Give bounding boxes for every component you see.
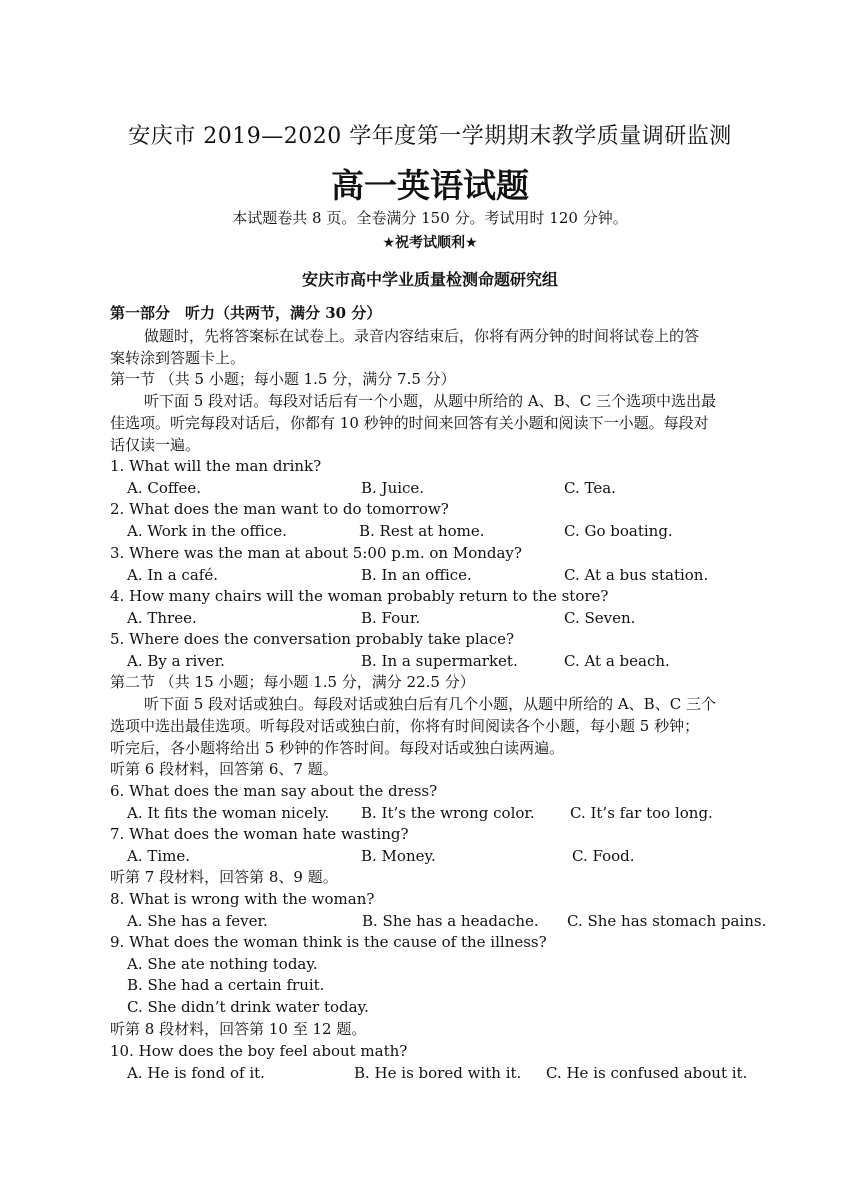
question-4-option-b: B. Four. xyxy=(361,609,421,627)
question-7-option-b: B. Money. xyxy=(361,847,436,865)
section2-instruction-line2: 选项中选出最佳选项。听每段对话或独白前，你将有时间阅读各个小题，每小题 5 秒钟； xyxy=(110,717,700,735)
question-4-stem: 4. How many chairs will the woman probably return to the store? xyxy=(110,587,609,605)
question-6-option-a: A. It fits the woman nicely. xyxy=(127,804,330,822)
good-luck-note: ★祝考试顺利★ xyxy=(382,235,478,251)
question-10-option-a: A. He is fond of it. xyxy=(127,1064,265,1082)
section1-instruction-line3: 话仅读一遍。 xyxy=(110,436,201,454)
question-9-option-a: A. She ate nothing today. xyxy=(127,955,318,973)
question-2-stem: 2. What does the man want to do tomorrow? xyxy=(110,500,449,518)
question-5-option-a: A. By a river. xyxy=(127,652,225,670)
question-8-stem: 8. What is wrong with the woman? xyxy=(110,890,375,908)
question-9-option-c: C. She didn’t drink water today. xyxy=(127,998,369,1016)
question-6-stem: 6. What does the man say about the dress? xyxy=(110,782,438,800)
question-3-stem: 3. Where was the man at about 5:00 p.m. on Monday? xyxy=(110,544,522,562)
section2-instruction-line1: 听下面 5 段对话或独白。每段对话或独白后有几个小题，从题中所给的 A、B、C 三个 xyxy=(144,695,716,713)
question-7-option-c: C. Food. xyxy=(572,847,635,865)
question-1-option-b: B. Juice. xyxy=(361,479,425,497)
part1-instruction-line1: 做题时，先将答案标在试卷上。录音内容结束后，你将有两分钟的时间将试卷上的答 xyxy=(144,327,700,345)
subject-title: 高一英语试题 xyxy=(331,166,529,205)
question-8-option-c: C. She has stomach pains. xyxy=(567,912,767,930)
question-6-option-c: C. It’s far too long. xyxy=(570,804,713,822)
part1-instruction-line2: 案转涂到答题卡上。 xyxy=(110,349,246,367)
section1-heading: 第一节 （共 5 小题；每小题 1.5 分，满分 7.5 分） xyxy=(110,370,456,388)
question-10-stem: 10. How does the boy feel about math? xyxy=(110,1042,408,1060)
question-3-option-b: B. In an office. xyxy=(361,566,472,584)
section2-instruction-line3: 听完后，各小题将给出 5 秒钟的作答时间。每段对话或独白读两遍。 xyxy=(110,739,565,757)
section1-instruction-line1: 听下面 5 段对话。每段对话后有一个小题，从题中所给的 A、B、C 三个选项中选出最 xyxy=(144,392,716,410)
organizer: 安庆市高中学业质量检测命题研究组 xyxy=(301,270,558,289)
question-6-option-b: B. It’s the wrong color. xyxy=(361,804,535,822)
question-8-option-a: A. She has a fever. xyxy=(127,912,268,930)
question-7-option-a: A. Time. xyxy=(127,847,191,865)
question-2-option-b: B. Rest at home. xyxy=(359,522,485,540)
section1-instruction-line2: 佳选项。听完每段对话后，你都有 10 秒钟的时间来回答有关小题和阅读下一小题。每段对 xyxy=(110,414,709,432)
question-9-stem: 9. What does the woman think is the cause of the illness? xyxy=(110,933,547,951)
exam-title: 安庆市 2019—2020 学年度第一学期期末教学质量调研监测 xyxy=(128,124,732,149)
material-8-note: 听第 8 段材料，回答第 10 至 12 题。 xyxy=(110,1020,367,1038)
question-1-stem: 1. What will the man drink? xyxy=(110,457,322,475)
question-10-option-b: B. He is bored with it. xyxy=(354,1064,522,1082)
question-7-stem: 7. What does the woman hate wasting? xyxy=(110,825,409,843)
question-9-option-b: B. She had a certain fruit. xyxy=(127,976,325,994)
question-2-option-a: A. Work in the office. xyxy=(127,522,287,540)
material-6-note: 听第 6 段材料，回答第 6、7 题。 xyxy=(110,760,338,778)
question-10-option-c: C. He is confused about it. xyxy=(546,1064,748,1082)
question-3-option-c: C. At a bus station. xyxy=(564,566,709,584)
question-2-option-c: C. Go boating. xyxy=(564,522,673,540)
question-3-option-a: A. In a café. xyxy=(127,566,218,584)
exam-info: 本试题卷共 8 页。全卷满分 150 分。考试用时 120 分钟。 xyxy=(232,209,628,227)
question-5-option-c: C. At a beach. xyxy=(564,652,670,670)
question-1-option-c: C. Tea. xyxy=(564,479,616,497)
question-5-option-b: B. In a supermarket. xyxy=(361,652,518,670)
question-8-option-b: B. She has a headache. xyxy=(362,912,539,930)
question-5-stem: 5. Where does the conversation probably take place? xyxy=(110,630,515,648)
question-4-option-c: C. Seven. xyxy=(564,609,636,627)
question-4-option-a: A. Three. xyxy=(127,609,197,627)
material-7-note: 听第 7 段材料，回答第 8、9 题。 xyxy=(110,868,338,886)
part1-heading: 第一部分 听力（共两节，满分 30 分） xyxy=(110,304,382,322)
section2-heading: 第二节 （共 15 小题；每小题 1.5 分，满分 22.5 分） xyxy=(110,673,475,691)
question-1-option-a: A. Coffee. xyxy=(127,479,202,497)
